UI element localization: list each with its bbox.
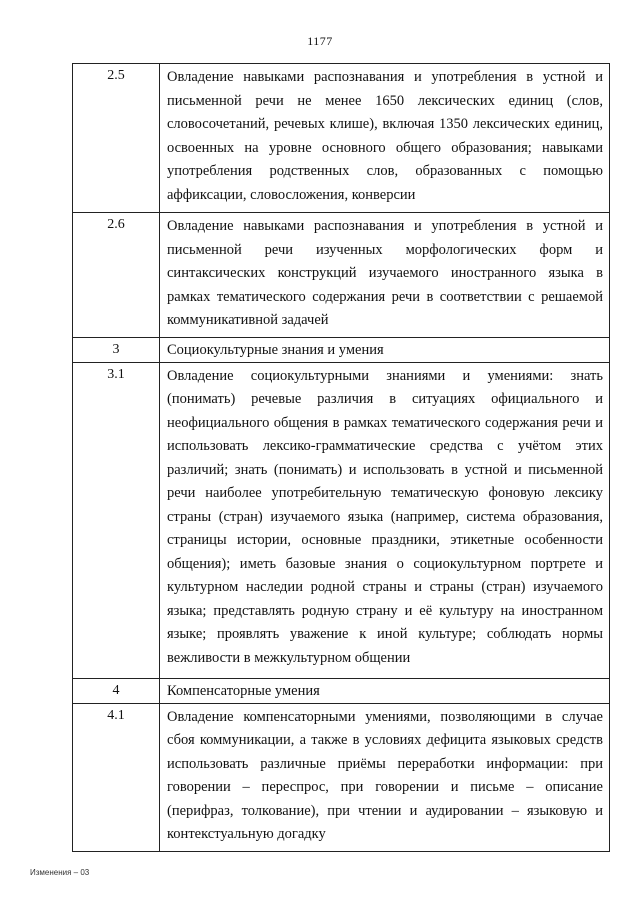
row-description: Овладение навыками распознавания и употребления в устной и письменной речи не менее 1650 лексических единиц (слов, словосочетаний, речевых клише), включая 1350 лексических единиц, освоенных на уровне основного общего образования; навыками употребления родственных слов, образованных с помощью аффиксации, словосложения, конверсии bbox=[160, 64, 610, 213]
table-row-section-heading bbox=[73, 337, 610, 362]
row-code: 3 bbox=[73, 337, 160, 362]
row-description: Овладение навыками распознавания и употребления в устной и письменной речи изученных морфологических форм и синтаксических конструкций изучаемого иностранного языка в рамках тематического содержания речи в соответствии с решаемой коммуникативной задачей bbox=[160, 213, 610, 338]
row-code: 2.6 bbox=[73, 213, 160, 338]
row-code: 3.1 bbox=[73, 362, 160, 678]
section-heading: Социокультурные знания и умения bbox=[160, 337, 610, 362]
footer-revision-note: Изменения – 03 bbox=[30, 868, 90, 877]
row-description: Овладение компенсаторными умениями, позволяющими в случае сбоя коммуникации, а также в условиях дефицита языковых средств использовать различные приёмы переработки информации: при говорении – переспрос, при говорении и письме – описание (перифраз, толкование), при чтении и аудировании – языковую и контекстуальную догадку bbox=[160, 703, 610, 851]
section-heading: Компенсаторные умения bbox=[160, 678, 610, 703]
page-number: 1177 bbox=[307, 34, 333, 48]
row-code: 4 bbox=[73, 678, 160, 703]
table-row bbox=[73, 703, 610, 851]
row-code: 2.5 bbox=[73, 64, 160, 213]
table-row bbox=[73, 362, 610, 678]
requirements-table bbox=[72, 63, 610, 852]
table-row bbox=[73, 213, 610, 338]
table-row bbox=[73, 64, 610, 213]
row-code: 4.1 bbox=[73, 703, 160, 851]
table-row-section-heading bbox=[73, 678, 610, 703]
row-description: Овладение социокультурными знаниями и умениями: знать (понимать) речевые различия в ситуациях официального и неофициального общения в рамках тематического содержания речи и использовать лексико-грамматические средства с учётом этих различий; знать (понимать) и использовать в устной и письменной речи наиболее употребительную тематическую фоновую лексику страны (стран) изучаемого языка (например, система образования, страницы истории, основные праздники, этикетные особенности общения); иметь базовые знания о социокультурном портрете и культурном наследии родной страны и страны (стран) изучаемого языка; представлять родную страну и её культуру на иностранном языке; проявлять уважение к иной культуре; соблюдать нормы вежливости в межкультурном общении bbox=[160, 362, 610, 678]
